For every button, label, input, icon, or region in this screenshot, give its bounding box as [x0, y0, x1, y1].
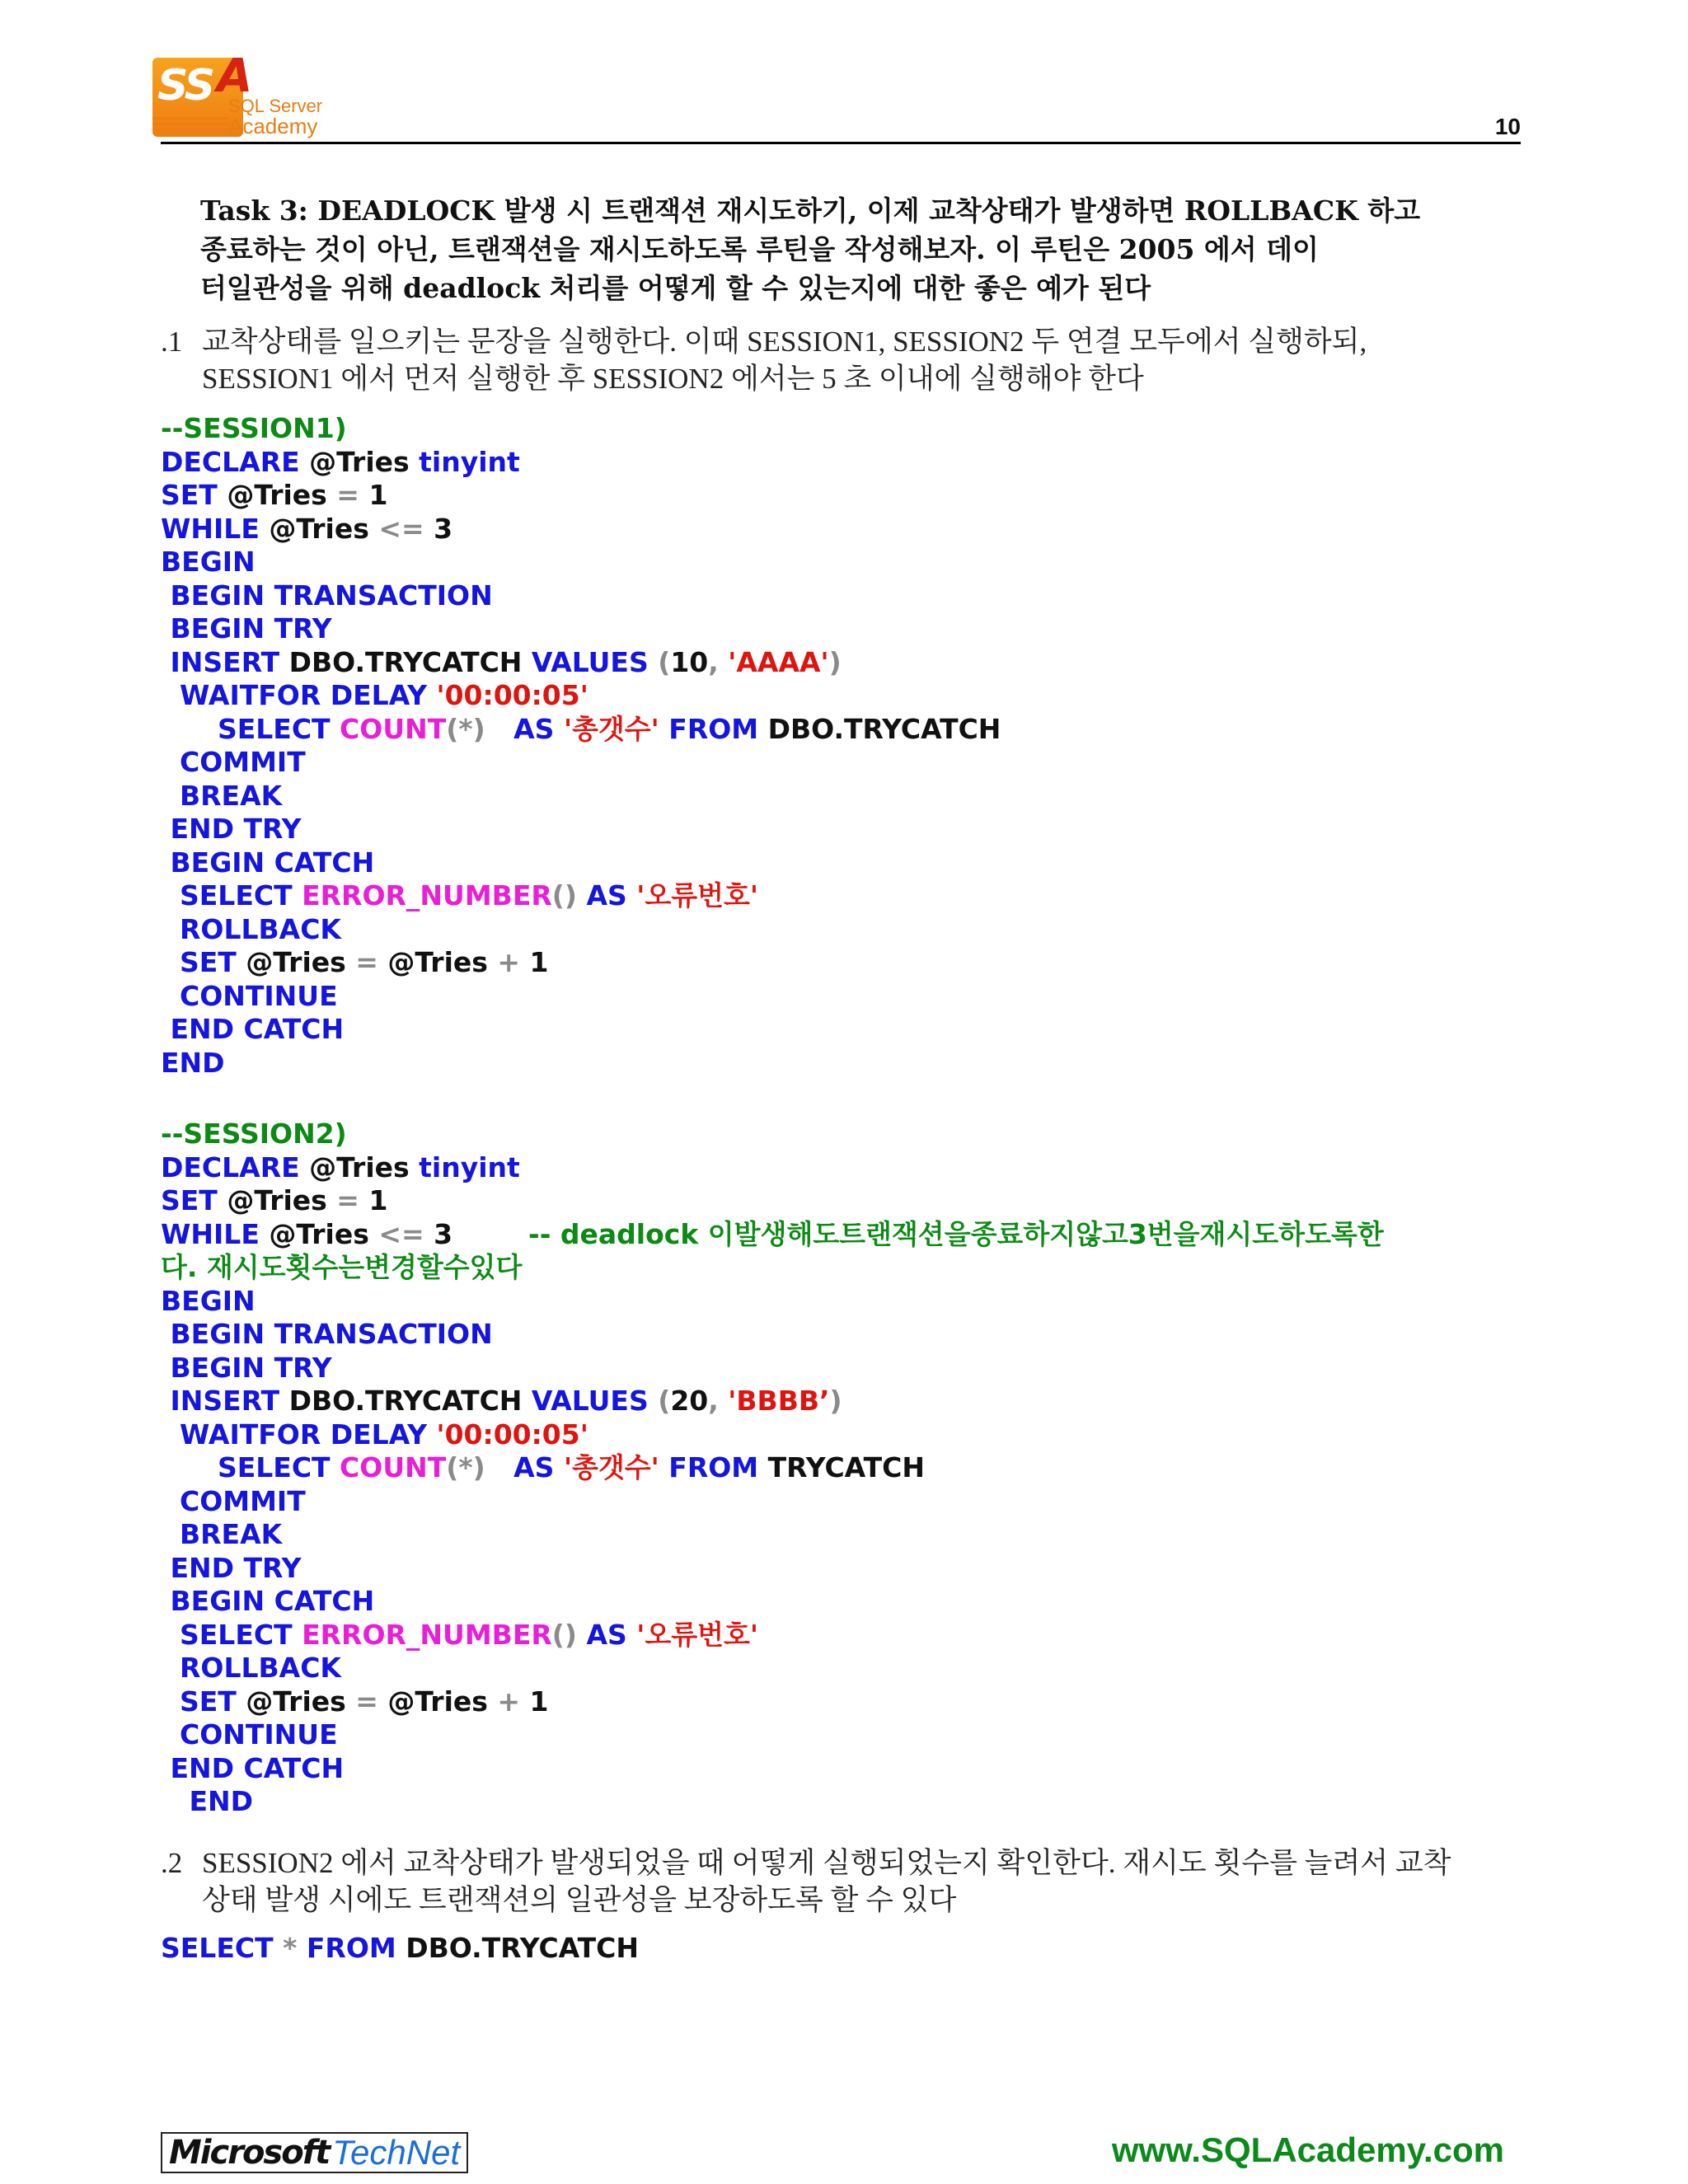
code-token [161, 946, 180, 978]
code-token [161, 679, 180, 711]
code-block-final [161, 1932, 1562, 1966]
code-token: BEGIN [161, 546, 256, 578]
code-line [161, 1251, 1562, 1285]
code-token: CONTINUE [179, 1718, 338, 1750]
code-token [161, 1585, 171, 1617]
header-rule [161, 142, 1521, 144]
code-token: BEGIN TRANSACTION [170, 1318, 493, 1350]
step-note-1 [161, 323, 1521, 397]
code-token [161, 1652, 180, 1684]
code-token: END CATCH [170, 1751, 345, 1784]
code-token [161, 1785, 189, 1817]
code-line [161, 1013, 1562, 1047]
code-line [161, 1785, 1562, 1819]
code-line [161, 1619, 1562, 1652]
code-token: END TRY [170, 813, 302, 845]
code-line [161, 846, 1562, 880]
code-token: END [189, 1785, 254, 1817]
code-token [161, 846, 171, 879]
code-token: 3 [434, 1217, 453, 1250]
code-line [161, 1047, 1562, 1080]
code-line [161, 1151, 1562, 1185]
code-line [161, 1451, 1562, 1485]
code-token: @Tries [387, 1685, 498, 1718]
code-token [161, 1752, 171, 1784]
code-token: FROM [668, 1451, 768, 1483]
footer-url: www.SQLAcademy.com [1111, 2130, 1504, 2169]
code-token: COUNT [340, 1451, 447, 1483]
code-token [161, 1385, 171, 1417]
code-token: (*) [446, 1451, 514, 1483]
code-token: DBO.TRYCATCH [767, 712, 1001, 745]
code-token: SELECT [217, 1451, 340, 1483]
code-token: END [161, 1046, 225, 1079]
step-note-2 [161, 1844, 1521, 1919]
logo-mark-accent: A [217, 49, 253, 103]
code-token: ERROR_NUMBER [302, 1618, 552, 1651]
code-token: SET [179, 1685, 246, 1718]
code-token: BREAK [179, 1518, 283, 1550]
code-token: '오류번호' [636, 1618, 758, 1651]
code-token: + [497, 1685, 530, 1718]
code-token: DECLARE [161, 445, 310, 478]
code-token: SELECT [179, 879, 302, 912]
code-token: AS [513, 1451, 564, 1483]
code-token: = [336, 1184, 369, 1216]
ssa-logo [152, 49, 334, 147]
code-token: = [355, 1685, 388, 1718]
code-line [161, 412, 1562, 446]
code-token: @Tries [309, 1151, 420, 1183]
code-token: , [708, 645, 729, 678]
code-token [161, 1685, 180, 1718]
code-token: -- deadlock 이발생해도트랜잭션을종료하지않고3번을재시도하도록한 [528, 1217, 1384, 1250]
code-token: 20 [670, 1385, 709, 1417]
step-text: 교착상태를 일으키는 문장을 실행한다. 이때 SESSION1, SESSION2 두 연결 모두에서 실행하되, SESSION1 에서 먼저 실행한 후 SESSION2 에서는 5 초 이내에 실행해야 한다 [202, 326, 1367, 395]
code-token [161, 913, 180, 945]
code-token [161, 1352, 171, 1384]
code-token: WHILE [161, 1217, 270, 1250]
code-line [161, 913, 1562, 947]
code-token: 다. 재시도횟수는변경할수있다 [161, 1251, 523, 1283]
code-token: FROM [306, 1932, 406, 1964]
code-line [161, 513, 1562, 546]
code-token: '00:00:05' [436, 1418, 588, 1451]
code-line [161, 1932, 1562, 1966]
code-token: SET [179, 946, 246, 978]
technet-wordmark: TechNet [332, 2133, 461, 2172]
code-token [161, 746, 180, 778]
code-line [161, 813, 1562, 846]
code-token: tinyint [419, 445, 520, 478]
code-token [161, 1451, 218, 1483]
code-token: WAITFOR DELAY [179, 1418, 437, 1451]
code-token: SELECT [217, 712, 340, 745]
code-token: END TRY [170, 1551, 302, 1584]
code-token: '총갯수' [563, 1451, 669, 1483]
code-token: BEGIN TRY [170, 612, 332, 644]
code-token: WHILE [161, 512, 270, 545]
code-line [161, 1585, 1562, 1619]
code-token: @Tries [227, 1184, 337, 1216]
code-token: DECLARE [161, 1151, 310, 1183]
logo-line2: Academy [228, 114, 318, 138]
code-line [161, 1418, 1562, 1452]
code-token [161, 579, 171, 612]
code-token: DBO.TRYCATCH [288, 1385, 532, 1417]
code-token: @Tries [246, 946, 356, 978]
page-number: 10 [1494, 114, 1521, 139]
microsoft-technet-logo [161, 2132, 468, 2173]
code-token: ROLLBACK [179, 1652, 341, 1684]
code-token: AS [586, 1618, 637, 1651]
code-token: COMMIT [179, 746, 306, 778]
code-token: + [497, 946, 530, 978]
code-token: TRYCATCH [767, 1451, 926, 1483]
code-token: <= [378, 512, 434, 545]
code-token: VALUES [531, 1385, 659, 1417]
code-line [161, 780, 1562, 813]
code-line [161, 646, 1562, 680]
code-token [161, 780, 180, 812]
code-token: BEGIN [161, 1284, 256, 1317]
code-token: (*) [446, 712, 514, 745]
code-line [161, 1184, 1562, 1218]
code-token: VALUES [531, 645, 659, 678]
code-token: @Tries [309, 445, 420, 478]
code-token: @Tries [387, 946, 498, 978]
code-token: DBO.TRYCATCH [406, 1932, 639, 1964]
code-token: ( [658, 1385, 671, 1417]
code-token: CONTINUE [179, 979, 338, 1012]
code-token: <= [378, 1217, 434, 1250]
code-token [161, 813, 171, 845]
code-token: 1 [529, 1685, 549, 1718]
code-token: 1 [529, 946, 549, 978]
code-token: BEGIN TRANSACTION [170, 579, 493, 612]
code-token: '오류번호' [636, 879, 758, 912]
code-token: INSERT [170, 645, 289, 678]
code-line [161, 1685, 1562, 1719]
task-paragraph: Task 3: DEADLOCK 발생 시 트랜잭션 재시도하기, 이제 교착상태가 발생하면 ROLLBACK 하고 종료하는 것이 아닌, 트랜잭션을 재시도하도록 루틴을 작성해보자. 이 루틴은 2005 에서 데이 터일관성을 위해 deadlock 처리를 어떻게 할 수 있는지에 대한 좋은 예가 된다 [200, 194, 1421, 304]
code-token [161, 1418, 180, 1451]
code-token [161, 1318, 171, 1350]
code-token: 1 [368, 479, 388, 511]
code-token: COMMIT [179, 1484, 306, 1517]
code-line [161, 1285, 1562, 1319]
code-token: () [551, 1618, 587, 1651]
code-line [161, 1652, 1562, 1685]
code-line [161, 1218, 1562, 1252]
logo-mark: SS [157, 61, 213, 110]
code-line [161, 1752, 1562, 1786]
code-token: WAITFOR DELAY [179, 679, 437, 711]
code-token: --SESSION1) [161, 412, 347, 444]
code-token: COUNT [340, 712, 447, 745]
code-token: 3 [434, 512, 453, 545]
code-line [161, 879, 1562, 913]
code-token: @Tries [227, 479, 337, 511]
code-line [161, 980, 1562, 1014]
code-token [161, 879, 180, 912]
code-line [161, 1385, 1562, 1418]
microsoft-wordmark: Microsoft [169, 2134, 330, 2172]
code-token: 'AAAA' [728, 645, 829, 678]
code-line [161, 713, 1562, 747]
code-token: SELECT [179, 1618, 302, 1651]
code-line [161, 1485, 1562, 1519]
code-token: BEGIN CATCH [170, 846, 375, 879]
code-token: ) [828, 645, 842, 678]
code-block-session2 [161, 1118, 1562, 1819]
code-token [161, 612, 171, 644]
code-line [161, 546, 1562, 579]
code-token [161, 1013, 171, 1045]
code-token [161, 646, 171, 678]
code-token: tinyint [419, 1151, 520, 1183]
code-token: @Tries [246, 1685, 356, 1718]
step-number: .1 [161, 326, 183, 358]
step-text: SESSION2 에서 교착상태가 발생되었을 때 어떻게 실행되었는지 확인한다. 재시도 횟수를 늘려서 교착 상태 발생 시에도 트랜잭션의 일관성을 보장하도록 할 수 있다 [202, 1847, 1451, 1916]
code-line [161, 1118, 1562, 1151]
code-token: INSERT [170, 1385, 289, 1417]
code-token: END CATCH [170, 1013, 345, 1045]
code-token: * [283, 1932, 307, 1964]
code-line [161, 1552, 1562, 1586]
code-token: SET [161, 479, 227, 511]
code-line [161, 446, 1562, 480]
code-line [161, 579, 1562, 613]
code-token: ROLLBACK [179, 912, 341, 945]
code-token [161, 1552, 171, 1584]
code-token [161, 1718, 180, 1750]
code-token [161, 1518, 180, 1550]
code-token [161, 1619, 180, 1651]
code-token: SET [161, 1184, 227, 1216]
step-number: .2 [161, 1847, 183, 1879]
code-token: AS [513, 712, 564, 745]
code-line [161, 946, 1562, 980]
code-token: 10 [670, 645, 709, 678]
code-token [161, 713, 218, 745]
code-token: '00:00:05' [436, 679, 588, 711]
code-token [161, 1485, 180, 1517]
code-token: ERROR_NUMBER [302, 879, 552, 912]
code-line [161, 1352, 1562, 1385]
logo-stripes [152, 117, 228, 134]
code-line [161, 479, 1562, 513]
code-token: BEGIN TRY [170, 1351, 332, 1384]
code-token: 'BBBB’ [728, 1385, 830, 1417]
code-token: ) [829, 1385, 842, 1417]
code-token: = [336, 479, 369, 511]
code-token: SELECT [161, 1932, 284, 1964]
code-block-session1 [161, 412, 1562, 1080]
code-line [161, 612, 1562, 646]
logo-line1: SQL Server [228, 96, 323, 116]
code-line [161, 1518, 1562, 1552]
code-line [161, 679, 1562, 713]
code-token: @Tries [269, 1217, 379, 1250]
code-token: DBO.TRYCATCH [288, 645, 532, 678]
code-token: BEGIN CATCH [170, 1585, 375, 1617]
code-token: AS [586, 879, 637, 912]
code-line [161, 1718, 1562, 1752]
code-token [161, 980, 180, 1012]
code-token: ( [658, 645, 671, 678]
code-token: BREAK [179, 779, 283, 812]
code-token: , [708, 1385, 729, 1417]
code-token: FROM [668, 712, 768, 745]
code-token: () [551, 879, 587, 912]
code-line [161, 746, 1562, 780]
code-token: '총갯수' [563, 712, 669, 745]
code-token [452, 1218, 528, 1250]
code-token: --SESSION2) [161, 1118, 347, 1150]
code-line [161, 1318, 1562, 1352]
code-token: 1 [368, 1184, 388, 1216]
code-token: = [355, 946, 388, 978]
code-token: @Tries [269, 512, 379, 545]
